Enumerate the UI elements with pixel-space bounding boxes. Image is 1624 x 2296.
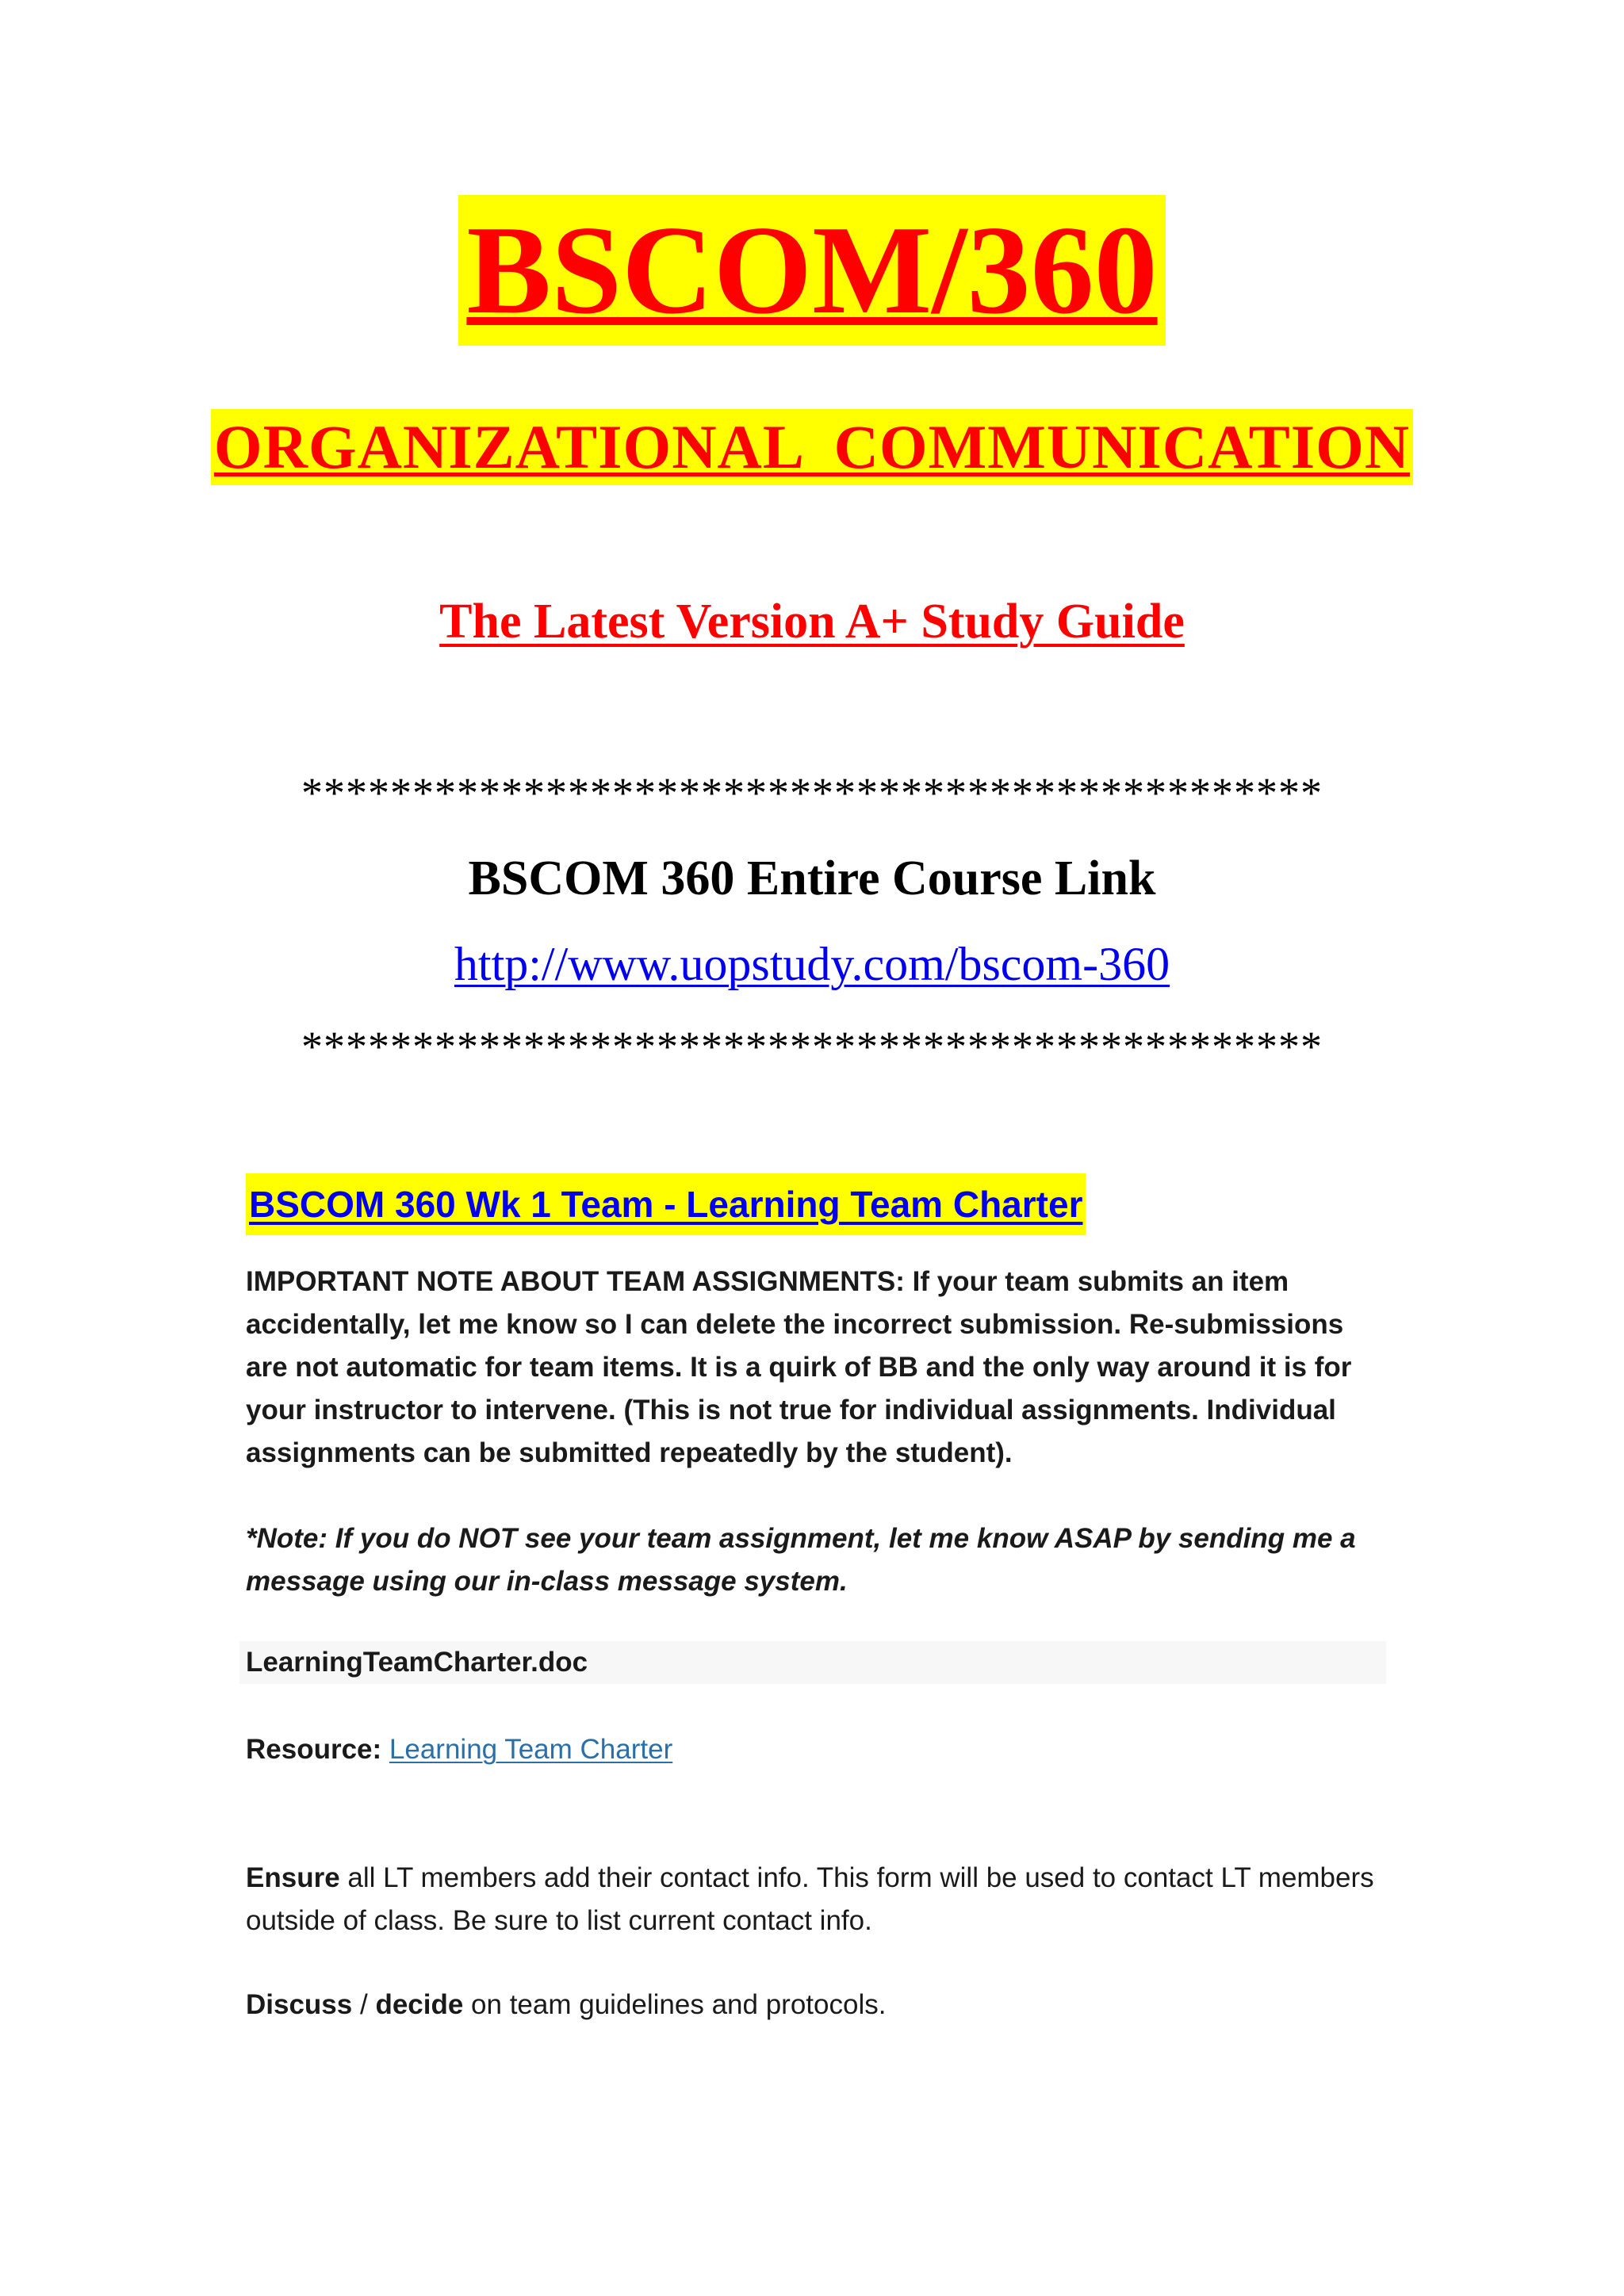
course-url-link[interactable]: http://www.uopstudy.com/bscom-360 <box>454 938 1170 990</box>
discuss-bold-word: Discuss <box>246 1989 353 2020</box>
guide-title-line <box>0 590 1624 653</box>
important-note-paragraph: IMPORTANT NOTE ABOUT TEAM ASSIGNMENTS: If your team submits an item accidentally, let me know so I can delete the incorrect submission. Re-submissions are not automatic for team items. It is a quirk of BB and the only way around it is for your instructor to intervene. (This is not true for individual assignments. Individual assignments can be submitted repeatedly by the student). <box>246 1266 1352 1468</box>
course-link-label: BSCOM 360 Entire Course Link <box>468 851 1156 905</box>
divider-stars-top <box>0 769 1624 817</box>
course-code-title: BSCOM/360 <box>458 195 1165 346</box>
section-heading-link[interactable]: BSCOM 360 Wk 1 Team - Learning Team Charter <box>246 1173 1086 1235</box>
ensure-bold-word: Ensure <box>246 1862 340 1893</box>
course-name-title: ORGANIZATIONAL COMMUNICATION <box>211 409 1413 485</box>
course-link-label-line <box>0 847 1624 910</box>
discuss-text: on team guidelines and protocols. <box>463 1989 887 2020</box>
decide-bold-word: decide <box>375 1989 464 2020</box>
course-code-line <box>0 195 1624 346</box>
ensure-text: all LT members add their contact info. This form will be used to contact LT members outside of class. Be sure to list current contact info. <box>246 1862 1382 1936</box>
course-name-line <box>0 409 1624 485</box>
resource-label: Resource: <box>246 1734 382 1765</box>
attachment-bar <box>239 1641 1386 1684</box>
resource-link[interactable]: Learning Team Charter <box>389 1734 673 1765</box>
note-paragraph: *Note: If you do NOT see your team assignment, let me know ASAP by sending me a message using our in-class message system. <box>246 1523 1356 1597</box>
study-guide-title: The Latest Version A+ Study Guide <box>439 595 1185 649</box>
section-heading-line <box>246 1173 1086 1235</box>
stars-divider-top: ********************************************** <box>301 769 1323 817</box>
ensure-paragraph <box>246 1857 1388 1942</box>
stars-divider-bottom: ********************************************** <box>301 1023 1323 1070</box>
discuss-paragraph <box>246 1984 1388 2026</box>
discuss-separator: / <box>352 1989 376 2020</box>
divider-stars-bottom <box>0 1023 1624 1070</box>
resource-line <box>246 1728 1388 1771</box>
course-url-line <box>0 932 1624 996</box>
attachment-file-name[interactable]: LearningTeamCharter.doc <box>246 1647 588 1678</box>
